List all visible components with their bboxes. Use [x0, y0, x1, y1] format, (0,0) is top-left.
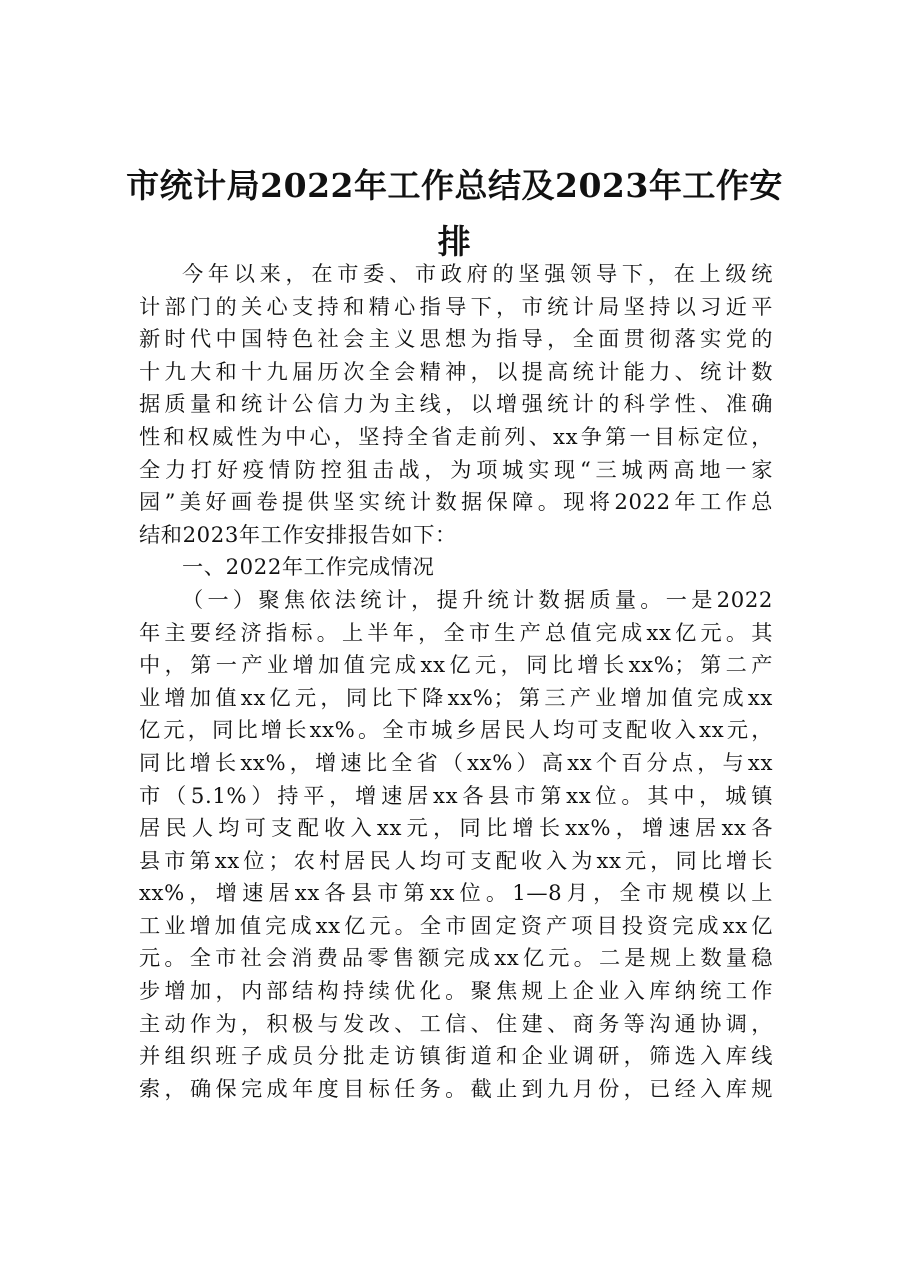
body-line: 据质量和统计公信力为主线，以增强统计的科学性、准确 [139, 391, 773, 417]
body-line: 中，第一产业增加值完成xx亿元，同比增长xx%；第二产 [139, 652, 773, 678]
body-line: 并组织班子成员分批走访镇街道和企业调研，筛选入库线 [139, 1043, 773, 1069]
body-line: 一、2022年工作完成情况 [182, 554, 435, 580]
body-line: 业增加值xx亿元，同比下降xx%；第三产业增加值完成xx [139, 684, 773, 710]
body-line: （一）聚焦依法统计，提升统计数据质量。一是2022 [182, 586, 773, 612]
body-line: 亿元，同比增长xx%。全市城乡居民人均可支配收入xx元， [139, 717, 773, 743]
body-line: xx%，增速居xx各县市第xx位。1—8月，全市规模以上 [139, 880, 773, 906]
body-line: 步增加，内部结构持续优化。聚焦规上企业入库纳统工作 [139, 978, 773, 1004]
body-line: 主动作为，积极与发改、工信、住建、商务等沟通协调， [139, 1010, 773, 1036]
document-body [139, 258, 773, 1105]
body-line: 工业增加值完成xx亿元。全市固定资产项目投资完成xx亿 [139, 912, 773, 938]
body-line: 居民人均可支配收入xx元，同比增长xx%，增速居xx各 [139, 815, 773, 841]
body-line: 新时代中国特色社会主义思想为指导，全面贯彻落实党的 [139, 326, 773, 352]
body-line: 计部门的关心支持和精心指导下，市统计局坚持以习近平 [139, 293, 773, 319]
body-line: 市（5.1%）持平，增速居xx各县市第xx位。其中，城镇 [139, 782, 773, 808]
body-line: 园”美好画卷提供坚实统计数据保障。现将2022年工作总 [139, 489, 773, 515]
body-line: 年主要经济指标。上半年，全市生产总值完成xx亿元。其 [139, 619, 773, 645]
body-line: 元。全市社会消费品零售额完成xx亿元。二是规上数量稳 [139, 945, 773, 971]
body-line: 今年以来，在市委、市政府的坚强领导下，在上级统 [182, 261, 773, 286]
body-line: 同比增长xx%，增速比全省（xx%）高xx个百分点，与xx [139, 749, 773, 775]
title-line-2: 排 [437, 222, 472, 261]
body-line: 县市第xx位；农村居民人均可支配收入为xx元，同比增长 [139, 847, 773, 873]
body-line: 十九大和十九届历次全会精神，以提高统计能力、统计数 [139, 358, 773, 384]
title-line-1: 市统计局2022年工作总结及2023年工作安 [126, 166, 783, 205]
body-line: 全力打好疫情防控狙击战，为项城实现“三城两高地一家 [139, 456, 773, 482]
body-line: 结和2023年工作安排报告如下： [139, 521, 457, 547]
body-line: 性和权威性为中心，坚持全省走前列、xx争第一目标定位， [139, 423, 773, 449]
document-title [120, 158, 789, 270]
body-line: 索，确保完成年度目标任务。截止到九月份，已经入库规 [139, 1075, 773, 1101]
